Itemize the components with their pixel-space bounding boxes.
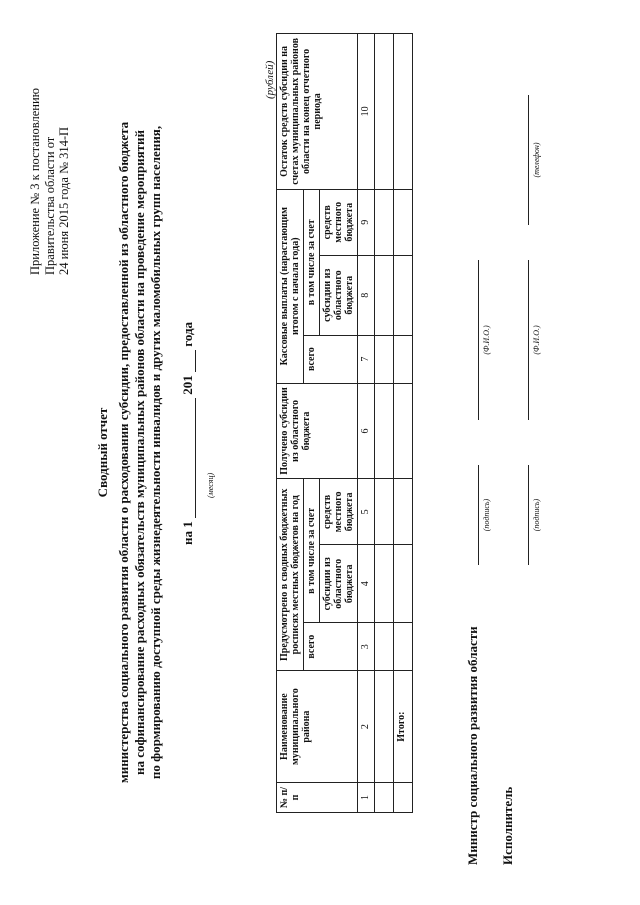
header-payments-local: средств местного бюджета xyxy=(320,189,358,255)
table-cell xyxy=(394,479,413,545)
executor-label: Исполнитель xyxy=(500,786,515,865)
header-planned-subsidy: субсидии из областного бюджета xyxy=(320,545,358,623)
table-cell xyxy=(394,545,413,623)
col-number: 4 xyxy=(358,545,375,623)
col-number: 6 xyxy=(358,383,375,479)
col-number: 8 xyxy=(358,255,375,335)
table-cell xyxy=(375,255,394,335)
header-received: Получено субсидии из областного бюджета xyxy=(277,383,358,479)
col-number: 2 xyxy=(358,671,375,783)
table-cell xyxy=(394,783,413,813)
table-cell xyxy=(394,255,413,335)
col-number: 10 xyxy=(358,34,375,190)
table-cell xyxy=(375,189,394,255)
month-blank xyxy=(183,398,196,518)
annex-line-3: 24 июня 2015 года № 314-П xyxy=(57,126,71,275)
date-prefix: на 1 xyxy=(180,521,195,545)
executor-name-caption: (Ф.И.О.) xyxy=(532,325,541,355)
annex-line-2: Правительства области от xyxy=(42,136,57,275)
executor-name-line xyxy=(528,260,529,420)
year-blank xyxy=(183,350,196,372)
col-number: 1 xyxy=(358,783,375,813)
minister-signature-caption: (подпись) xyxy=(482,498,491,532)
header-district-name: Наименование муниципального района xyxy=(277,671,358,783)
executor-phone-caption: (телефон) xyxy=(532,142,541,178)
report-date-line xyxy=(180,322,196,545)
header-planned-including: в том числе за счет xyxy=(304,479,320,623)
header-num: № п/п xyxy=(277,783,358,813)
column-number-row xyxy=(358,34,375,813)
table-cell xyxy=(375,335,394,383)
month-caption: (месяц) xyxy=(206,472,215,498)
col-number: 5 xyxy=(358,479,375,545)
report-table xyxy=(276,33,413,813)
table-cell xyxy=(375,783,394,813)
executor-signature-line xyxy=(528,465,529,565)
table-cell xyxy=(394,34,413,190)
table-cell xyxy=(375,479,394,545)
units-label: (рублей) xyxy=(264,60,276,99)
table-row xyxy=(375,34,394,813)
report-title-line-2: на софинансирование расходных обязательств муниципальных районов области на проведение мероприятий xyxy=(132,130,147,776)
col-number: 7 xyxy=(358,335,375,383)
header-payments-including: в том числе за счет xyxy=(304,189,320,335)
minister-name-line xyxy=(478,260,479,420)
header-payments-subsidy: субсидии из областного бюджета xyxy=(320,255,358,335)
table-cell xyxy=(375,671,394,783)
table-cell xyxy=(394,189,413,255)
header-balance: Остаток средств субсидии на счетах муниципальных районов области на конец отчетного периода xyxy=(277,34,358,190)
table-cell xyxy=(375,545,394,623)
header-planned-local: средств местного бюджета xyxy=(320,479,358,545)
header-payments: Кассовые выплаты (нарастающим итогом с начала года) xyxy=(277,189,304,383)
table-cell xyxy=(394,623,413,671)
table-cell xyxy=(375,623,394,671)
minister-signature-line xyxy=(478,465,479,565)
annex-reference xyxy=(28,88,72,275)
table-cell xyxy=(375,383,394,479)
table-cell xyxy=(394,383,413,479)
header-planned-total: всего xyxy=(304,623,358,671)
header-planned: Предусмотрено в сводных бюджетных росписях местных бюджетов на год xyxy=(277,479,304,671)
date-suffix: года xyxy=(180,321,195,347)
minister-label: Министр социального развития области xyxy=(465,626,480,865)
total-label: Итого: xyxy=(394,671,413,783)
annex-line-1: Приложение № 3 к постановлению xyxy=(28,88,42,275)
table-cell xyxy=(394,335,413,383)
table-cell xyxy=(375,34,394,190)
executor-phone-line xyxy=(528,95,529,225)
minister-name-caption: (Ф.И.О.) xyxy=(482,325,491,355)
report-title-line-3: по формированию доступной среды жизнедеятельности инвалидов и других маломобильных групп населения, xyxy=(148,125,163,780)
col-number: 3 xyxy=(358,623,375,671)
report-title-line-1: министерства социального развития области о расходовании субсидии, предоставленной из областного бюджета xyxy=(116,121,131,784)
col-number: 9 xyxy=(358,189,375,255)
executor-signature-caption: (подпись) xyxy=(532,498,541,532)
report-heading: Сводный отчет xyxy=(95,407,110,498)
date-year: 201 xyxy=(180,375,195,395)
total-row xyxy=(394,34,413,813)
header-payments-total: всего xyxy=(304,335,358,383)
